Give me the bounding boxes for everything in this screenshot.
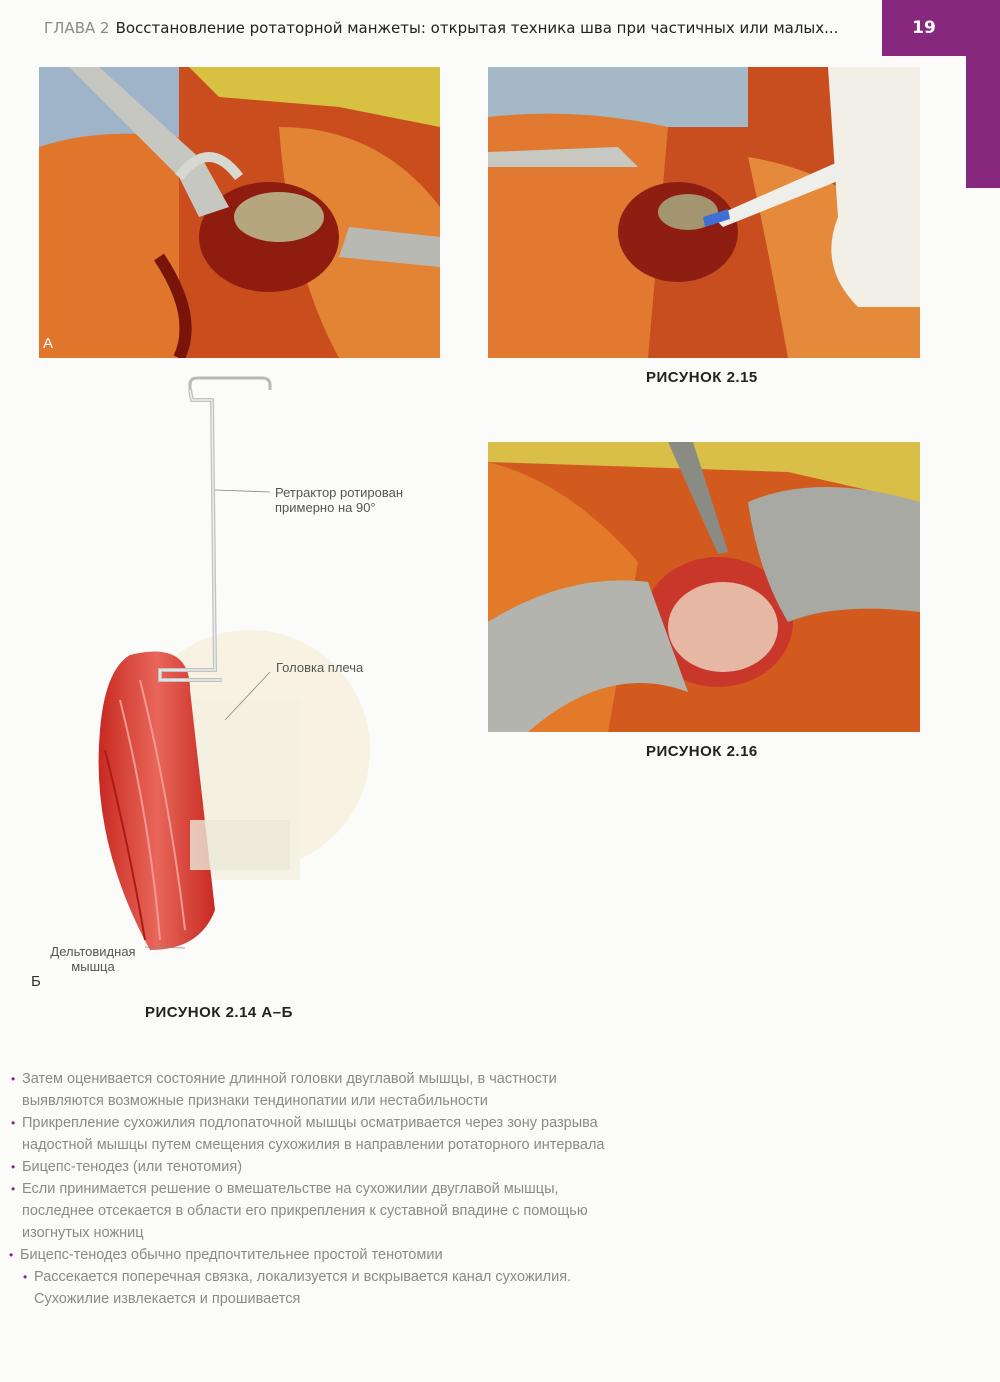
- surgical-photo-humeral-head: [488, 442, 920, 732]
- figure-caption-2-15: РИСУНОК 2.15: [646, 369, 758, 386]
- surgical-photo-cautery: [488, 67, 920, 358]
- body-bullet-list: [8, 1068, 608, 1310]
- figure-caption-2-16: РИСУНОК 2.16: [646, 743, 758, 760]
- label-retractor-line2: примерно на 90°: [275, 500, 376, 515]
- list-item: • Прикрепление сухожилия подлопаточной мышцы осматривается через зону разрыва надостной мышцы путем смещения сухожилия в направлении ротаторного интервала: [8, 1112, 608, 1156]
- retractor-deltoid-illustration: [40, 370, 460, 1000]
- illustration-letter-b: Б: [31, 973, 41, 990]
- photo-2-16: [488, 442, 920, 732]
- list-item: • Рассекается поперечная связка, локализуется и вскрывается канал сухожилия. Сухожилие извлекается и прошивается: [8, 1266, 608, 1310]
- list-item: • Если принимается решение о вмешательстве на сухожилии двуглавой мышцы, последнее отсекается в области его прикрепления к суставной впадине с помощью изогнутых ножниц: [8, 1178, 608, 1244]
- chapter-header: [44, 19, 838, 37]
- photo-2-14a: [39, 67, 440, 358]
- list-item: • Бицепс-тенодез обычно предпочтительнее простой тенотомии: [8, 1244, 608, 1266]
- list-item: • Бицепс-тенодез (или тенотомия): [8, 1156, 608, 1178]
- photo-2-15: [488, 67, 920, 358]
- illustration-2-14b: [40, 370, 460, 1000]
- label-deltoid-line1: Дельтовидная: [50, 944, 136, 959]
- label-retractor: [275, 485, 403, 515]
- list-item: • Затем оценивается состояние длинной головки двуглавой мышцы, в частности выявляются возможные признаки тендинопатии или нестабильности: [8, 1068, 608, 1112]
- chapter-label: ГЛАВА 2: [44, 19, 110, 37]
- label-deltoid: [48, 944, 138, 974]
- page-number: 19: [882, 0, 966, 56]
- chapter-side-bar: [966, 0, 1000, 188]
- chapter-title: Восстановление ротаторной манжеты: открытая техника шва при частичных или малых...: [115, 19, 839, 37]
- label-retractor-line1: Ретрактор ротирован: [275, 485, 404, 500]
- label-humeral-head: Головка плеча: [276, 660, 364, 675]
- figure-caption-2-14: РИСУНОК 2.14 А–Б: [145, 1004, 293, 1021]
- surgical-photo-retractor: [39, 67, 440, 358]
- label-deltoid-line2: мышца: [71, 959, 115, 974]
- photo-letter-a: А: [43, 335, 54, 352]
